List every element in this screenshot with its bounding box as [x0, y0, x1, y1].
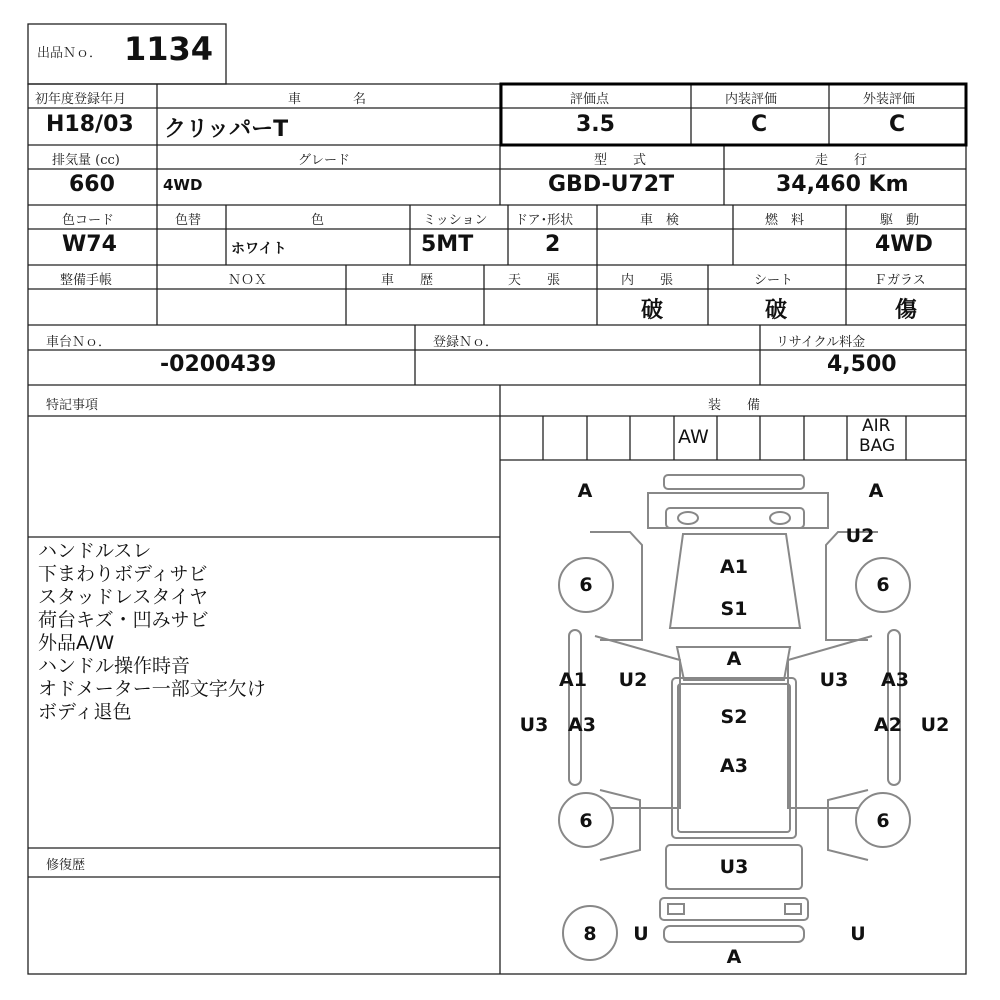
drive-label: 駆 動: [880, 213, 920, 228]
mark-tire-fr: 6: [876, 574, 890, 596]
mark-spare: 8: [583, 923, 597, 945]
mark-front-left: A: [577, 480, 593, 502]
note-item: ハンドル操作時音: [38, 655, 191, 677]
notes-label: 特記事項: [46, 398, 99, 413]
note-item: 荷台キズ・凹みサビ: [38, 609, 209, 631]
grade-value: 4WD: [163, 176, 203, 194]
recycle-fee-label: リサイクル料金: [776, 335, 866, 350]
reg-date-label: 初年度登録年月: [35, 92, 127, 107]
mark-roof: A: [726, 648, 742, 670]
displacement-label: 排気量 (cc): [52, 153, 120, 168]
color-code-label: 色コード: [62, 213, 115, 228]
interior-score-label: 内装評価: [725, 92, 778, 107]
mark-hood-2: S1: [720, 598, 748, 620]
car-name-label: 車 名: [288, 92, 367, 107]
mark-rear-u-left: U: [633, 923, 649, 945]
mileage-label: 走 行: [815, 153, 868, 168]
vehicle-damage-diagram: [500, 460, 966, 974]
drive-value: 4WD: [875, 232, 933, 257]
equipment-airbag-line1: AIR: [862, 416, 891, 436]
mark-right-a3: A3: [881, 669, 909, 691]
transmission-value: 5MT: [421, 232, 474, 257]
mark-tailgate: U3: [719, 856, 749, 878]
model-value: GBD-U72T: [548, 172, 675, 197]
note-item: ボディ退色: [38, 701, 132, 723]
interior-trim-label: 内 張: [621, 273, 674, 288]
score-value: 3.5: [576, 112, 615, 137]
interior-trim-value: 破: [641, 298, 664, 323]
mark-tire-fl: 6: [579, 574, 593, 596]
equipment-label: 装 備: [708, 398, 761, 413]
color-code-value: W74: [62, 232, 117, 257]
lot-label: 出品Ｎｏ．: [37, 46, 103, 61]
seat-label: シート: [754, 273, 794, 288]
glass-value: 傷: [895, 298, 918, 323]
chassis-no-label: 車台Ｎｏ．: [46, 335, 112, 350]
repaint-label: 色替: [175, 213, 202, 228]
mark-right-a2: A2: [874, 714, 902, 736]
exterior-score-label: 外装評価: [863, 92, 916, 107]
interior-score-value: C: [751, 112, 768, 137]
exterior-score-value: C: [889, 112, 906, 137]
repair-history-label: 修復歴: [46, 858, 86, 873]
mark-rear-u-right: U: [850, 923, 866, 945]
mark-right-u3: U3: [819, 669, 849, 691]
grade-label: グレード: [298, 153, 351, 168]
seat-value: 破: [765, 298, 788, 323]
reg-no-label: 登録Ｎｏ．: [433, 335, 499, 350]
chassis-no-value: -0200439: [160, 352, 277, 377]
transmission-label: ミッション: [423, 213, 488, 228]
mileage-value: 34,460 Km: [776, 172, 909, 197]
mark-rear: A: [726, 946, 742, 968]
recycle-fee-value: 4,500: [827, 352, 897, 377]
mark-left-a3: A3: [568, 714, 596, 736]
service-book-label: 整備手帳: [60, 273, 113, 288]
note-item: スタッドレスタイヤ: [38, 586, 209, 608]
mark-left-u2: U2: [618, 669, 648, 691]
mark-tire-rr: 6: [876, 810, 890, 832]
fuel-label: 燃 料: [765, 213, 805, 228]
car-name-value: クリッパーT: [164, 117, 289, 142]
glass-label: Ｆガラス: [874, 273, 926, 288]
model-label: 型 式: [594, 153, 647, 168]
color-label: 色: [311, 213, 325, 228]
roof-label: 天 張: [508, 273, 561, 288]
equipment-aw: AW: [678, 426, 709, 448]
doors-value: 2: [545, 232, 561, 257]
lot-number: 1134: [124, 30, 214, 68]
equipment-airbag-line2: BAG: [859, 436, 896, 456]
reg-date-value: H18/03: [46, 112, 134, 137]
note-item: ハンドルスレ: [38, 540, 152, 562]
note-item: 下まわりボディサビ: [38, 563, 208, 585]
mark-u2-front: U2: [845, 525, 875, 547]
mark-bed-2: A3: [720, 755, 748, 777]
mark-right-u2: U2: [920, 714, 950, 736]
mark-hood-1: A1: [720, 556, 748, 578]
note-item: オドメーター一部文字欠け: [38, 678, 266, 700]
mark-left-a1: A1: [559, 669, 587, 691]
mark-bed-1: S2: [720, 706, 748, 728]
nox-label: ＮＯＸ: [228, 273, 268, 288]
inspection-label: 車 検: [640, 213, 680, 228]
mark-front-right: A: [868, 480, 884, 502]
history-label: 車 歴: [381, 273, 434, 288]
note-item: 外品A/W: [38, 632, 115, 654]
notes-list: [38, 540, 266, 724]
doors-label: ドア･形状: [515, 213, 574, 228]
mark-left-u3: U3: [519, 714, 549, 736]
displacement-value: 660: [69, 172, 115, 197]
mark-tire-rl: 6: [579, 810, 593, 832]
score-label: 評価点: [570, 92, 610, 107]
color-value: ホワイト: [231, 241, 287, 257]
